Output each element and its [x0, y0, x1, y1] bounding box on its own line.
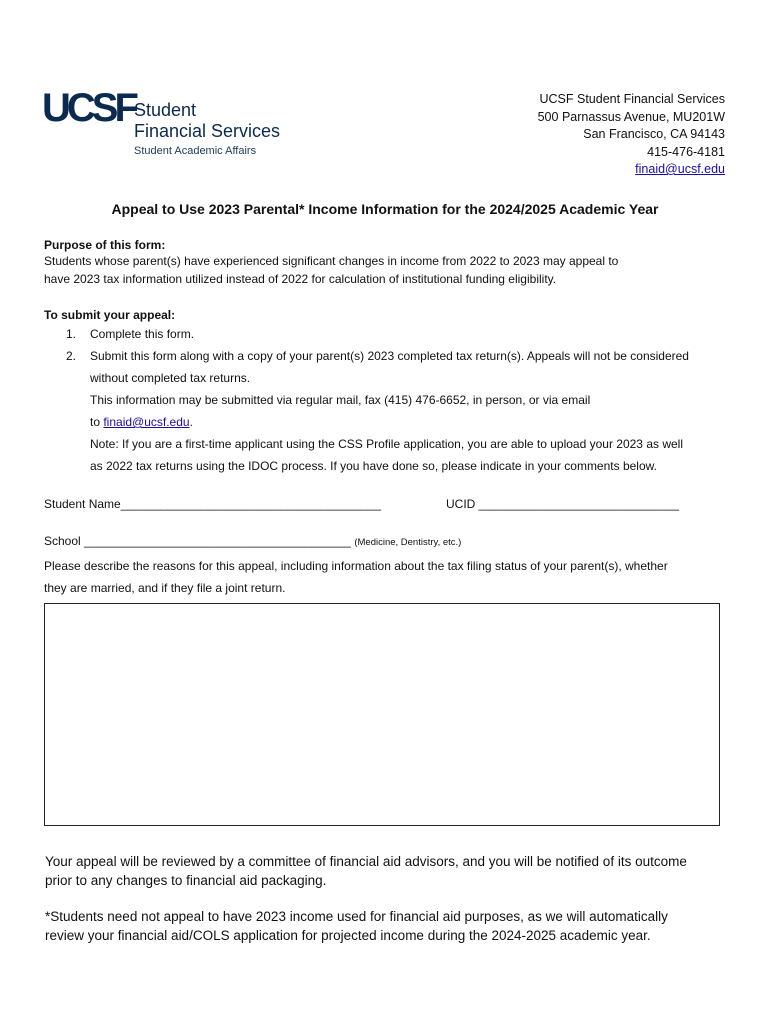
note-line-2: as 2022 tax returns using the IDOC process. If you have done so, please indicate in your comments below. — [90, 459, 657, 473]
submission-email-link[interactable]: finaid@ucsf.edu — [103, 415, 190, 429]
review-notice-line-1: Your appeal will be reviewed by a committee of financial aid advisors, and you will be notified of its outcome — [45, 854, 687, 869]
step-2-text-line-2: without completed tax returns. — [90, 371, 251, 385]
appeal-reasons-textbox[interactable] — [44, 603, 720, 826]
step-2-text-line-1: Submit this form along with a copy of your parent(s) 2023 completed tax return(s). Appeals will not be considered — [90, 349, 689, 363]
page-title: Appeal to Use 2023 Parental* Income Information for the 2024/2025 Academic Year — [111, 201, 659, 217]
ucsf-logo-text: UCSF — [42, 86, 135, 130]
logo-line-2: Financial Services — [134, 121, 281, 141]
logo-department — [134, 100, 280, 159]
describe-line-1: Please describe the reasons for this appeal, including information about the tax filing status of your parent(s), whether — [44, 559, 668, 573]
submit-section — [44, 307, 689, 477]
describe-line-2: they are married, and if they file a joint return. — [44, 581, 286, 595]
purpose-section — [44, 238, 618, 288]
submission-info-line-2 — [44, 411, 689, 433]
submit-label: To submit your appeal: — [44, 308, 176, 322]
school-field[interactable]: School ________________________________________ — [44, 534, 351, 548]
address-block — [538, 91, 725, 179]
purpose-label: Purpose of this form: — [44, 238, 166, 252]
review-notice-line-2: prior to any changes to financial aid packaging. — [45, 873, 327, 888]
logo-line-1: Student — [134, 100, 197, 120]
address-email-link[interactable]: finaid@ucsf.edu — [635, 162, 725, 176]
step-1-number: 1. — [66, 327, 77, 341]
school-hint: (Medicine, Dentistry, etc.) — [354, 537, 462, 548]
step-1-text: Complete this form. — [90, 327, 195, 341]
address-phone: 415-476-4181 — [647, 144, 725, 159]
purpose-line-2: have 2023 tax information utilized instead of 2022 for calculation of institutional funding eligibility. — [44, 272, 557, 286]
address-city: San Francisco, CA 94143 — [583, 127, 725, 141]
student-name-field[interactable]: Student Name_______________________________________ — [44, 497, 381, 511]
submission-info-line-1: This information may be submitted via regular mail, fax (415) 476-6652, in person, or via email — [90, 393, 591, 407]
step-2-number: 2. — [66, 349, 77, 363]
submission-info-period: . — [189, 415, 193, 429]
asterisk-notice — [45, 907, 668, 945]
address-org: UCSF Student Financial Services — [539, 92, 725, 106]
ucid-field[interactable]: UCID ______________________________ — [446, 497, 679, 511]
school-field-row — [44, 534, 461, 548]
asterisk-notice-line-1: *Students need not appeal to have 2023 income used for financial aid purposes, as we will automatically — [45, 909, 668, 924]
logo-line-3: Student Academic Affairs — [134, 145, 257, 157]
describe-prompt — [44, 555, 668, 599]
address-street: 500 Parnassus Avenue, MU201W — [537, 109, 725, 124]
submission-info-to: to — [90, 415, 104, 429]
asterisk-notice-line-2: review your financial aid/COLS application for projected income during the 2024-2025 academic year. — [45, 928, 651, 943]
review-notice — [45, 852, 687, 890]
note-line-1: Note: If you are a first-time applicant using the CSS Profile application, you are able to upload your 2023 as well — [90, 437, 683, 451]
step-1 — [44, 323, 689, 345]
step-2 — [44, 345, 689, 367]
ucsf-logo-mark — [42, 88, 135, 128]
purpose-line-1: Students whose parent(s) have experienced significant changes in income from 2022 to 2023 may appeal to — [44, 254, 619, 268]
